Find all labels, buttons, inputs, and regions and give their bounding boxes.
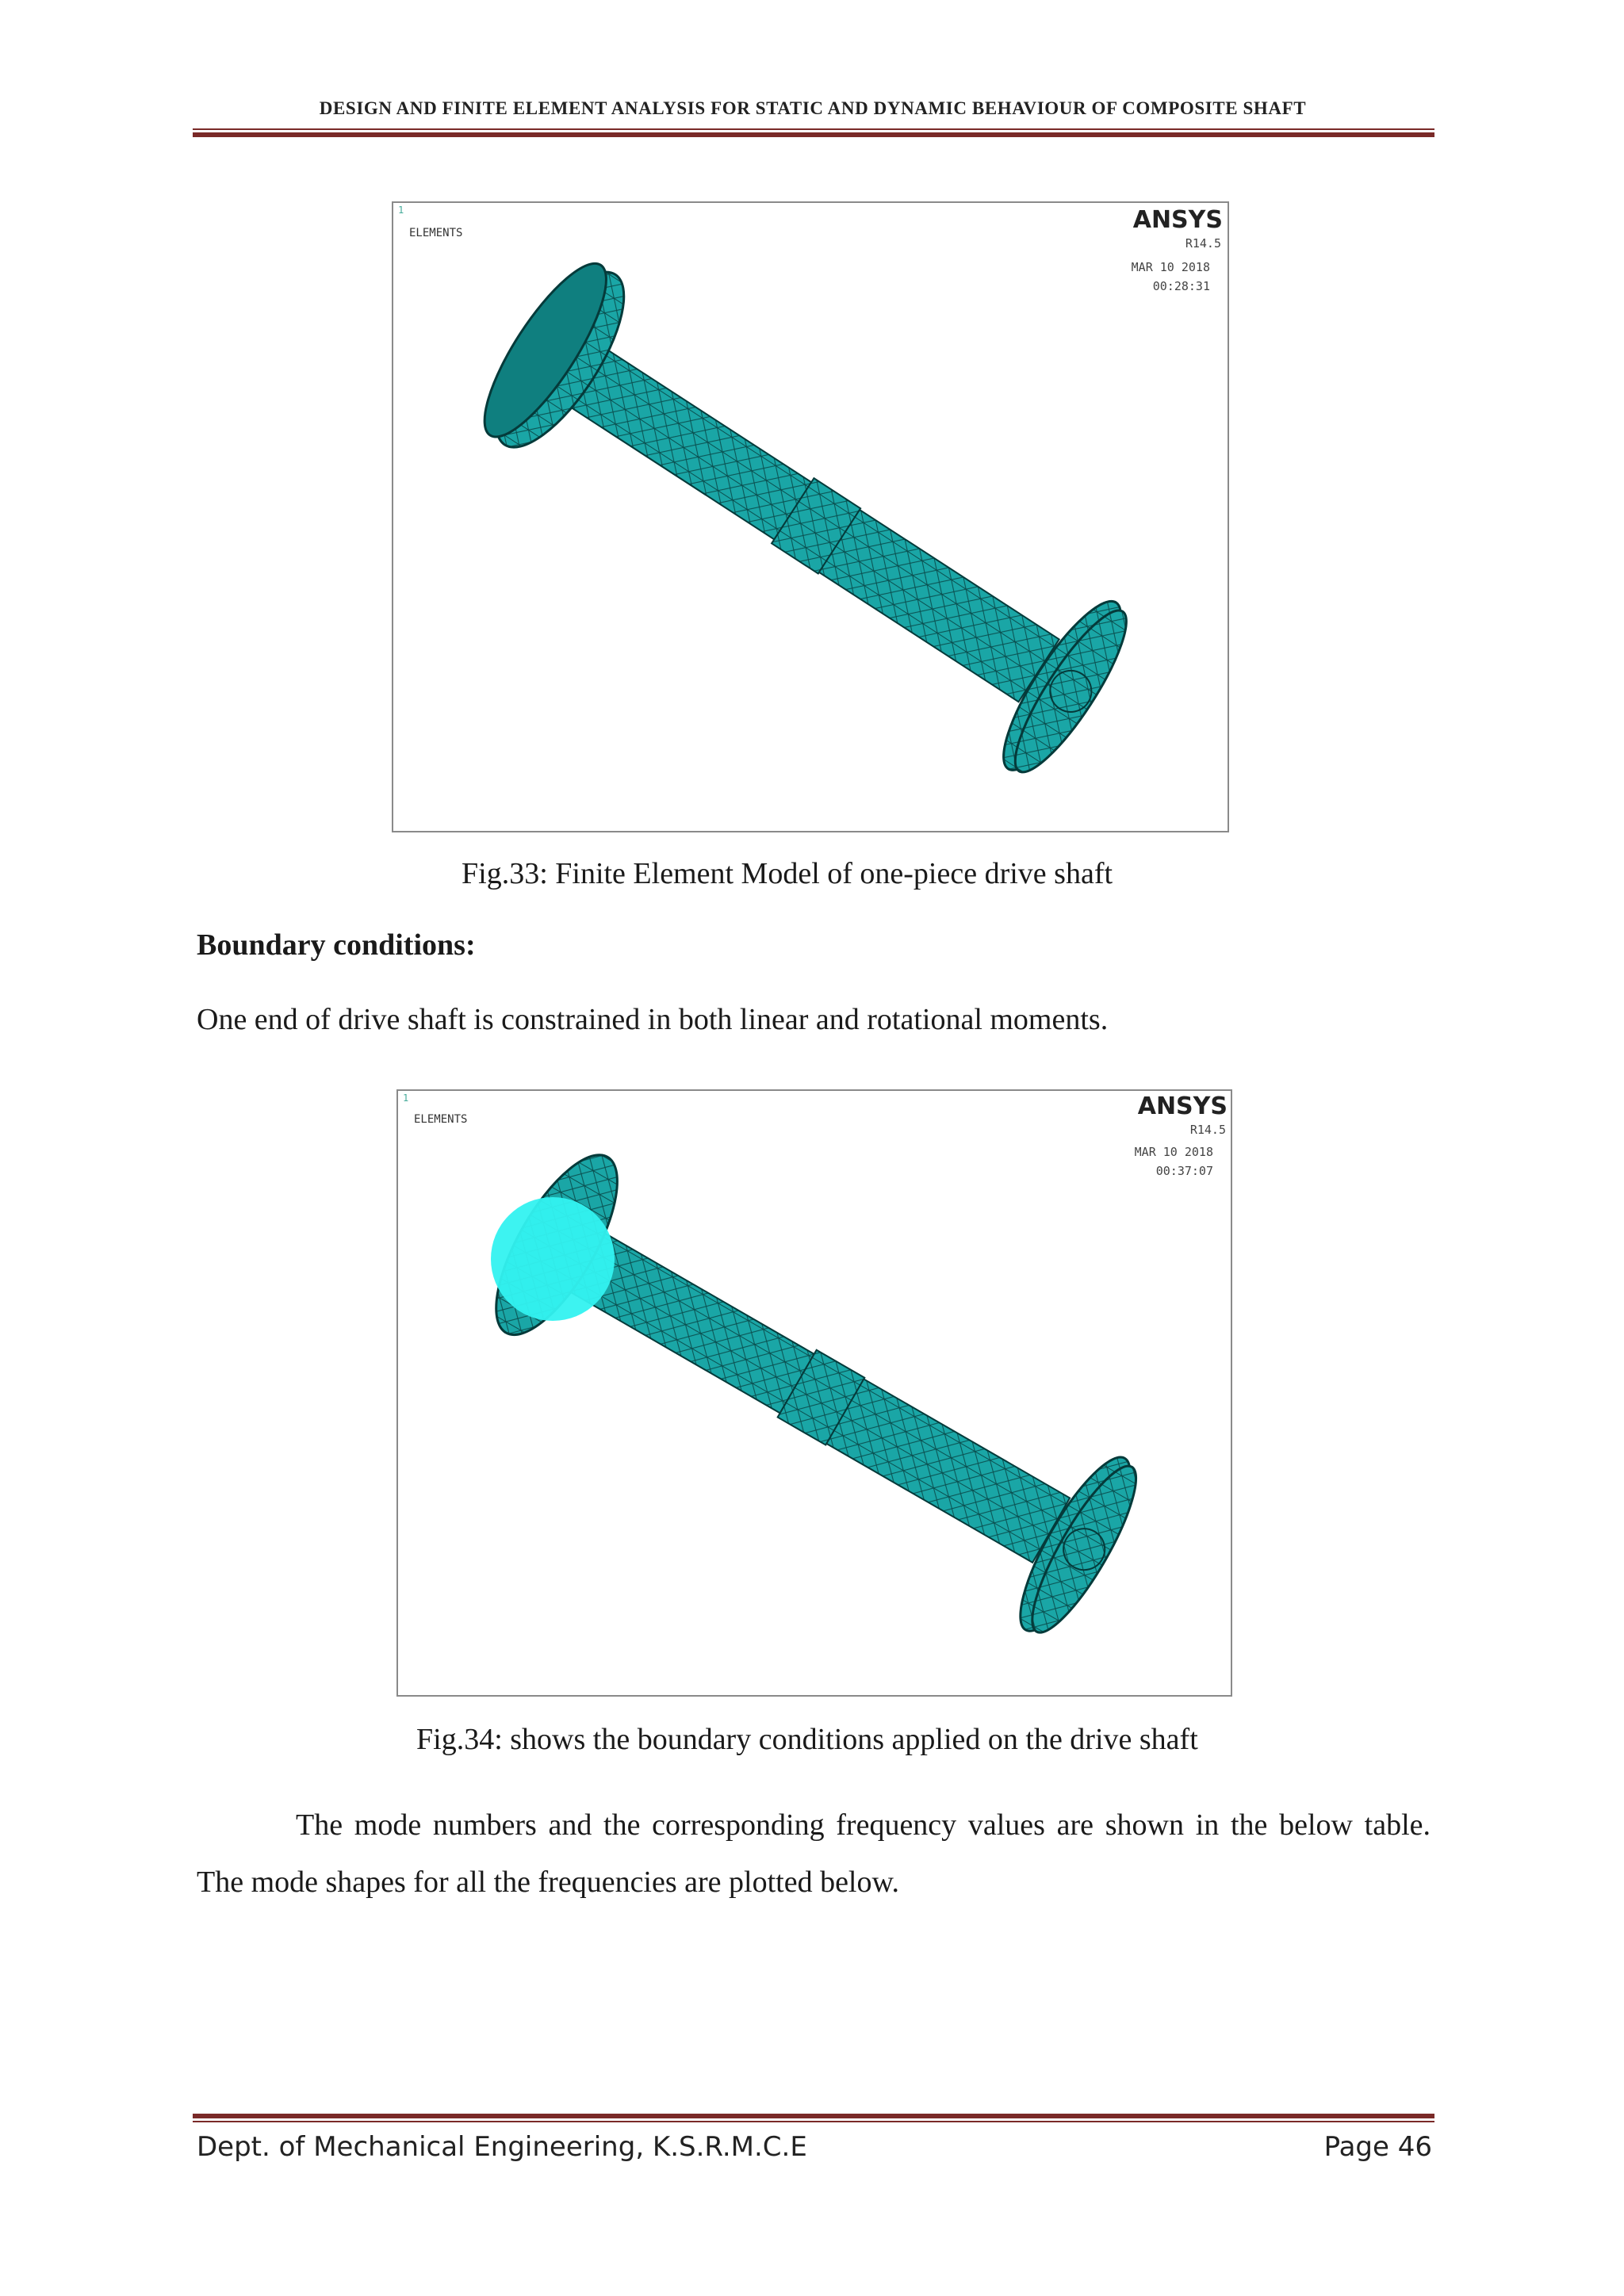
page-number: Page 46 [1323, 2131, 1432, 2163]
figure-33 [392, 201, 1229, 832]
corner-marker: 1 [403, 1093, 409, 1104]
plot-date: MAR 10 2018 [1131, 260, 1210, 274]
section-heading: Boundary conditions: [197, 928, 476, 962]
ansys-logo: ANSYS [1137, 1093, 1228, 1120]
running-header: DESIGN AND FINITE ELEMENT ANALYSIS FOR STATIC AND DYNAMIC BEHAVIOUR OF COMPOSITE SHAFT [319, 98, 1307, 118]
ansys-logo: ANSYS [1132, 206, 1223, 234]
plot-time: 00:37:07 [1155, 1164, 1213, 1178]
figure-34-caption: Fig.34: shows the boundary conditions applied on the drive shaft [416, 1723, 1198, 1756]
figure-33-caption: Fig.33: Finite Element Model of one-piece drive shaft [462, 857, 1113, 890]
boundary-text: One end of drive shaft is constrained in both linear and rotational moments. [197, 1003, 1109, 1036]
figure-34 [396, 1089, 1232, 1697]
header-rule [193, 128, 1434, 137]
footer-department: Dept. of Mechanical Engineering, K.S.R.M.C.E [197, 2131, 807, 2163]
footer-rule [193, 2114, 1434, 2122]
corner-marker: 1 [398, 205, 404, 216]
shaft-mesh-image [398, 1091, 1231, 1695]
elements-label: ELEMENTS [409, 227, 463, 239]
ansys-version: R14.5 [1189, 1123, 1226, 1137]
shaft-mesh-image [393, 203, 1228, 831]
plot-date: MAR 10 2018 [1134, 1145, 1213, 1159]
plot-time: 00:28:31 [1152, 279, 1210, 293]
ansys-version: R14.5 [1185, 236, 1221, 251]
constraint-marker [491, 1197, 615, 1321]
elements-label: ELEMENTS [414, 1113, 468, 1126]
mode-shapes-paragraph: The mode numbers and the corresponding frequency values are shown in the below table. The mode shapes for all the frequencies are plotted below. [197, 1808, 1431, 1899]
